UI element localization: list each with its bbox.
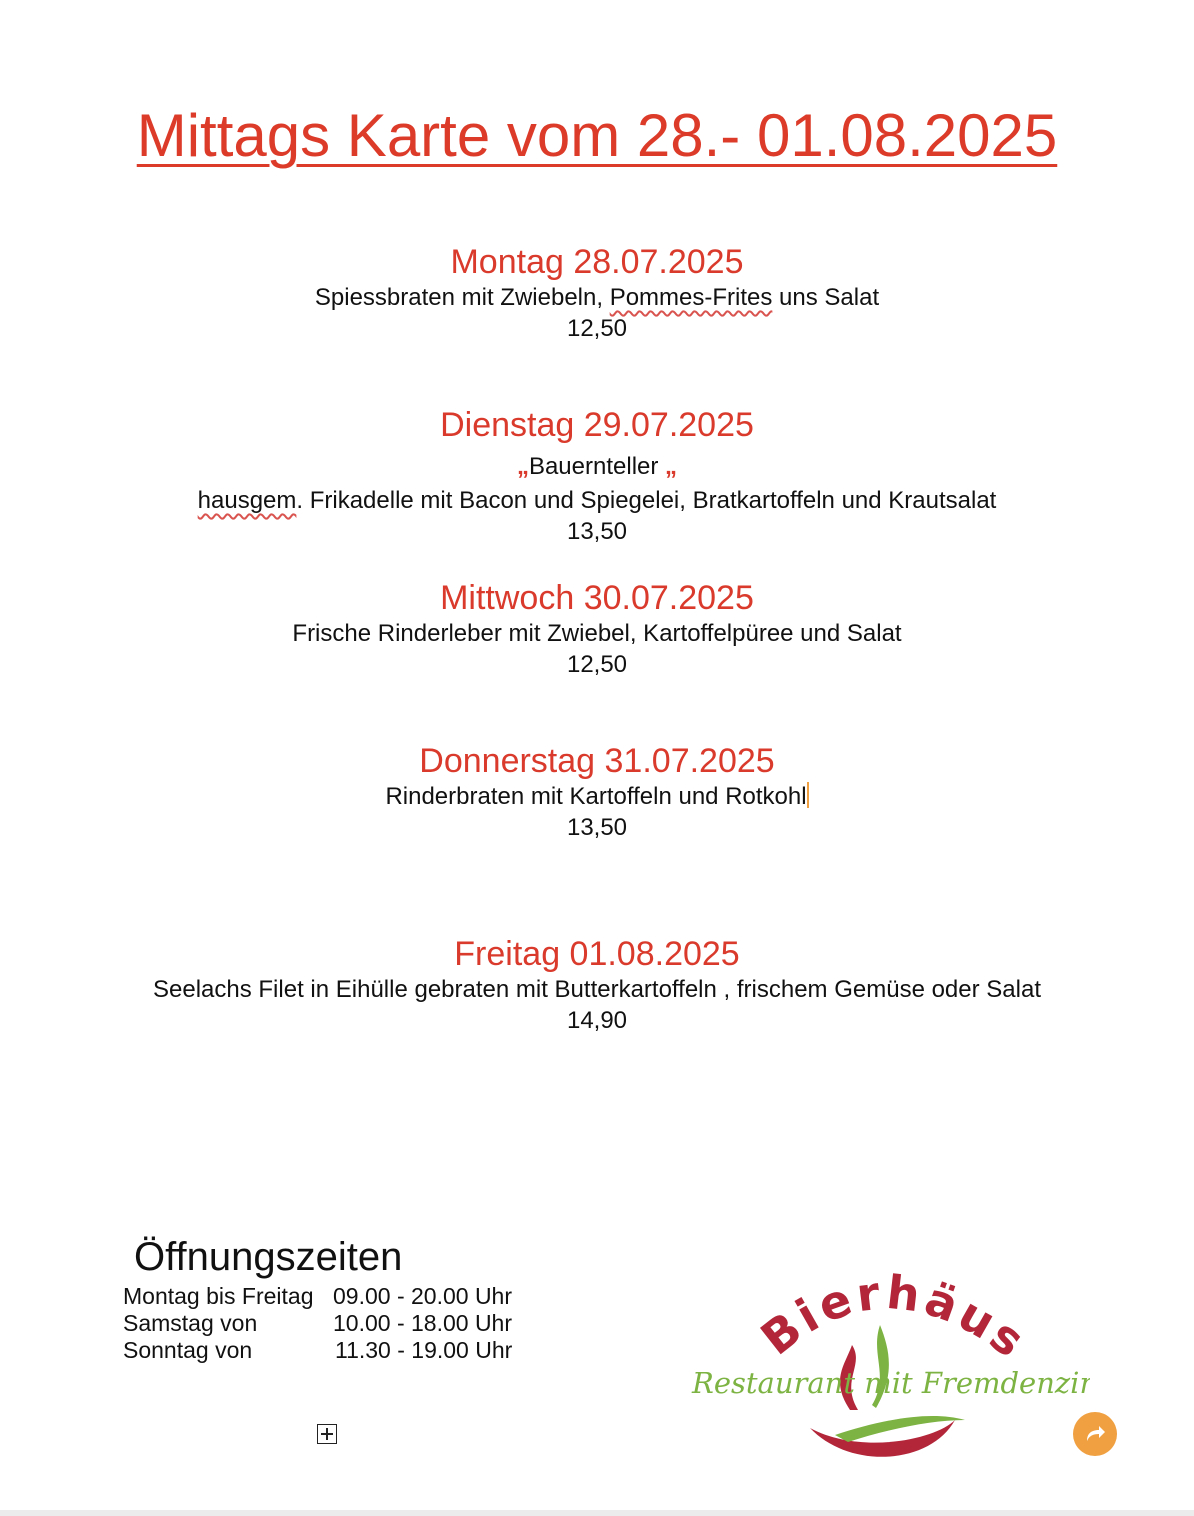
hours-label: Sonntag von <box>123 1337 253 1363</box>
hours-value: 11.30 - 19.00 Uhr <box>335 1337 513 1363</box>
hours-label: Montag bis Freitag <box>123 1283 314 1309</box>
day-monday <box>0 242 1194 344</box>
day-heading: Donnerstag 31.07.2025 <box>419 742 775 780</box>
dish-text: Seelachs Filet in Eihülle gebraten mit Butterkartoffeln , frischem Gemüse oder Salat <box>153 976 1041 1003</box>
svg-text:Bierhäusel <box>680 1270 1038 1370</box>
day-heading: Mittwoch 30.07.2025 <box>440 579 754 617</box>
day-heading: Dienstag 29.07.2025 <box>440 406 754 444</box>
day-wednesday <box>0 578 1194 680</box>
text-cursor <box>807 782 809 808</box>
day-thursday <box>0 741 1194 843</box>
logo-name: Bierhäus <box>750 1270 1038 1370</box>
logo-tagline: Restaurant mit Fremdenzi <box>692 1366 1080 1400</box>
day-heading: Montag 28.07.2025 <box>450 243 744 281</box>
dish-text: Spiessbraten mit Zwiebeln, Pommes-Frites uns Salat <box>314 284 880 311</box>
opening-hours-table <box>123 1283 512 1364</box>
day-heading: Freitag 01.08.2025 <box>454 935 740 973</box>
plus-box-icon[interactable] <box>317 1424 337 1444</box>
day-friday <box>0 934 1194 1036</box>
hours-row <box>123 1337 512 1364</box>
restaurant-logo <box>680 1270 1090 1480</box>
page-title: Mittags Karte vom 28.- 01.08.2025 <box>136 102 1058 169</box>
spellcheck-word[interactable]: Pommes-Frites <box>609 284 773 311</box>
hours-row <box>123 1283 512 1310</box>
dish-text: Frische Rinderleber mit Zwiebel, Kartoffelpüree und Salat <box>292 620 902 647</box>
opening-hours-title: Öffnungszeiten <box>134 1235 403 1279</box>
hours-label: Samstag von <box>123 1310 258 1336</box>
day-tuesday <box>0 405 1194 547</box>
hours-value: 09.00 - 20.00 Uhr <box>333 1283 513 1309</box>
dish-subtitle: „Bauernteller „ <box>516 453 678 480</box>
dish-price: 12,50 <box>566 651 628 678</box>
hours-row <box>123 1310 512 1337</box>
dish-price: 14,90 <box>566 1007 628 1034</box>
dish-text[interactable]: Rinderbraten mit Kartoffeln und Rotkohl <box>385 783 807 810</box>
dish-text: hausgem. Frikadelle mit Bacon und Spiegelei, Bratkartoffeln und Krautsalat <box>197 487 997 514</box>
spellcheck-word[interactable]: hausgem <box>197 487 297 514</box>
dish-price: 13,50 <box>566 814 628 841</box>
scroll-edge <box>0 1510 1194 1516</box>
share-arrow-icon[interactable] <box>1073 1412 1117 1456</box>
hours-value: 10.00 - 18.00 Uhr <box>333 1310 513 1336</box>
dish-price: 13,50 <box>566 518 628 545</box>
dish-price: 12,50 <box>566 315 628 342</box>
